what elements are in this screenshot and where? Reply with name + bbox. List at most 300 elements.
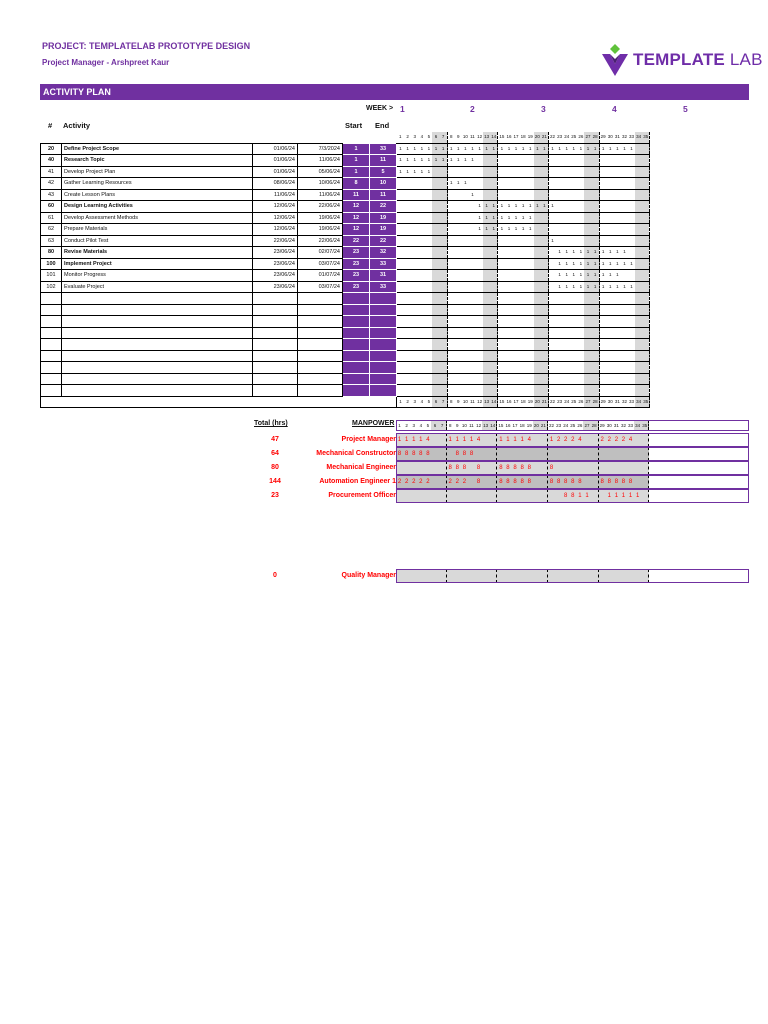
gantt-cell (628, 316, 635, 328)
manpower-hours-cell[interactable] (482, 447, 489, 461)
gantt-cell: 1 (483, 224, 490, 236)
activity-row[interactable] (41, 270, 650, 282)
manpower-hours-cell[interactable] (641, 461, 649, 475)
manpower-hours-cell[interactable] (533, 433, 540, 447)
manpower-hours-cell[interactable]: 8 (410, 447, 417, 461)
gantt-cell (556, 350, 563, 362)
gantt-cell: 1 (447, 143, 455, 155)
manpower-hours-cell[interactable]: 1 (547, 433, 555, 447)
gantt-cell (621, 166, 628, 178)
gantt-cell: 32 (621, 132, 628, 143)
empty-activity-row[interactable] (41, 293, 650, 305)
manpower-hours-cell[interactable] (634, 475, 641, 489)
manpower-hours-cell[interactable]: 2 (461, 475, 468, 489)
manpower-hours-cell[interactable]: 2 (396, 475, 403, 489)
manpower-hours-cell[interactable] (613, 461, 620, 475)
manpower-hours-cell[interactable]: 8 (512, 475, 519, 489)
manpower-hours-cell[interactable] (424, 569, 431, 583)
manpower-hours-cell[interactable] (533, 475, 540, 489)
activity-id: 40 (41, 155, 62, 167)
manpower-row[interactable] (0, 461, 768, 475)
manpower-hours-cell[interactable] (439, 433, 447, 447)
manpower-hours-cell[interactable] (613, 447, 620, 461)
manpower-row[interactable] (0, 475, 768, 489)
manpower-hours-cell[interactable] (620, 569, 627, 583)
manpower-hours-cell[interactable]: 1 (504, 433, 511, 447)
manpower-hours-cell[interactable]: 8 (512, 461, 519, 475)
manpower-hours-cell[interactable] (424, 489, 431, 503)
manpower-hours-cell[interactable] (641, 433, 649, 447)
manpower-hours-cell[interactable] (620, 461, 627, 475)
manpower-hours-cell[interactable] (439, 461, 447, 475)
gantt-cell (440, 247, 448, 259)
manpower-hours-cell[interactable] (641, 475, 649, 489)
manpower-hours-cell[interactable]: 8 (504, 475, 511, 489)
manpower-hours-cell[interactable] (569, 569, 576, 583)
manpower-hours-cell[interactable]: 8 (569, 475, 576, 489)
manpower-hours-cell[interactable] (620, 447, 627, 461)
manpower-hours-cell[interactable] (526, 569, 533, 583)
empty-activity-row[interactable] (41, 327, 650, 339)
manpower-hours-cell[interactable]: 8 (576, 475, 583, 489)
empty-activity-row[interactable] (41, 362, 650, 374)
gantt-cell: 3 (411, 396, 418, 408)
manpower-hours-cell[interactable] (489, 433, 497, 447)
manpower-hours-cell[interactable] (512, 489, 519, 503)
gantt-cell (599, 224, 607, 236)
manpower-hours-cell[interactable]: 8 (627, 475, 634, 489)
manpower-hours-cell[interactable]: 4 (424, 433, 431, 447)
manpower-hours-cell[interactable] (562, 569, 569, 583)
manpower-hours-cell[interactable]: 8 (497, 475, 505, 489)
manpower-hours-cell[interactable]: 8 (497, 461, 505, 475)
manpower-hours-cell[interactable]: 4 (627, 433, 634, 447)
manpower-hours-cell[interactable] (583, 461, 590, 475)
gantt-cell: 1 (455, 155, 462, 167)
manpower-hours-cell[interactable]: 8 (620, 475, 627, 489)
gantt-cell (570, 235, 577, 247)
gantt-cell (599, 385, 607, 397)
column-header-activity: Activity (63, 121, 91, 130)
gantt-cell (447, 201, 455, 213)
manpower-hours-cell[interactable] (540, 447, 548, 461)
manpower-hours-cell[interactable]: 8 (475, 475, 482, 489)
gantt-cell (548, 247, 556, 259)
gantt-cell (483, 362, 490, 374)
manpower-hours-cell[interactable] (439, 569, 447, 583)
gantt-cell (440, 281, 448, 293)
manpower-hours-cell[interactable]: 2 (454, 475, 461, 489)
manpower-hours-cell[interactable]: 2 (410, 475, 417, 489)
manpower-hours-cell[interactable]: 2 (613, 433, 620, 447)
manpower-hours-cell[interactable] (504, 569, 511, 583)
manpower-hours-cell[interactable]: 8 (417, 447, 424, 461)
manpower-hours-cell[interactable] (403, 489, 410, 503)
manpower-hours-cell[interactable]: 8 (446, 461, 454, 475)
empty-activity-row[interactable] (41, 350, 650, 362)
manpower-hours-cell[interactable]: 8 (519, 461, 526, 475)
manpower-row[interactable] (0, 489, 768, 503)
manpower-hours-cell[interactable] (519, 447, 526, 461)
manpower-hours-cell[interactable] (489, 461, 497, 475)
empty-cell (62, 327, 253, 339)
manpower-hours-cell[interactable] (555, 489, 562, 503)
manpower-day-number: 20 (533, 420, 540, 430)
manpower-hours-cell[interactable] (598, 489, 606, 503)
manpower-hours-cell[interactable] (547, 447, 555, 461)
manpower-row[interactable] (0, 433, 768, 447)
gantt-cell (635, 166, 642, 178)
manpower-hours-cell[interactable] (591, 569, 599, 583)
manpower-hours-cell[interactable] (489, 489, 497, 503)
manpower-hours-cell[interactable] (489, 569, 497, 583)
manpower-hours-cell[interactable]: 1 (417, 433, 424, 447)
gantt-cell (447, 304, 455, 316)
manpower-hours-cell[interactable] (533, 489, 540, 503)
manpower-hours-cell[interactable] (446, 569, 454, 583)
manpower-hours-cell[interactable] (431, 569, 438, 583)
manpower-hours-cell[interactable]: 2 (446, 475, 454, 489)
manpower-hours-cell[interactable]: 1 (512, 433, 519, 447)
gantt-cell (607, 362, 614, 374)
gantt-cell (513, 270, 520, 282)
manpower-hours-cell[interactable] (482, 433, 489, 447)
gantt-cell (548, 178, 556, 190)
manpower-hours-cell[interactable] (627, 461, 634, 475)
manpower-hours-cell[interactable] (591, 475, 599, 489)
manpower-hours-cell[interactable] (482, 475, 489, 489)
manpower-hours-cell[interactable] (547, 489, 555, 503)
activity-row[interactable] (41, 189, 650, 201)
gantt-cell (541, 247, 549, 259)
manpower-hours-cell[interactable] (489, 475, 497, 489)
manpower-hours-cell[interactable]: 1 (396, 433, 403, 447)
manpower-hours-cell[interactable]: 1 (468, 433, 475, 447)
week-number-4: 4 (612, 104, 617, 114)
manpower-hours-cell[interactable]: 8 (613, 475, 620, 489)
manpower-hours-cell[interactable] (533, 569, 540, 583)
gantt-cell (418, 258, 425, 270)
manpower-hours-cell[interactable]: 8 (519, 475, 526, 489)
manpower-hours-cell[interactable] (446, 447, 454, 461)
manpower-hours-cell[interactable] (598, 447, 606, 461)
manpower-hours-cell[interactable] (504, 447, 511, 461)
manpower-hours-cell[interactable]: 8 (562, 475, 569, 489)
activity-row[interactable] (41, 178, 650, 190)
manpower-hours-cell[interactable]: 8 (547, 475, 555, 489)
week-number-1: 1 (400, 104, 405, 114)
manpower-day-number: 24 (563, 422, 569, 428)
activity-row[interactable] (41, 201, 650, 213)
manpower-hours-cell[interactable] (634, 461, 641, 475)
manpower-hours-cell[interactable] (526, 489, 533, 503)
manpower-hours-cell[interactable] (468, 475, 475, 489)
manpower-hours-cell[interactable]: 8 (424, 447, 431, 461)
activity-row[interactable] (41, 212, 650, 224)
manpower-hours-cell[interactable]: 2 (606, 433, 613, 447)
manpower-hours-cell[interactable] (417, 569, 424, 583)
manpower-hours-cell[interactable]: 1 (634, 489, 641, 503)
manpower-hours-cell[interactable] (424, 461, 431, 475)
gantt-cell (584, 373, 591, 385)
manpower-hours-cell[interactable] (547, 569, 555, 583)
manpower-hours-cell[interactable]: 2 (417, 475, 424, 489)
manpower-hours-cell[interactable]: 8 (454, 461, 461, 475)
empty-activity-row[interactable] (41, 385, 650, 397)
manpower-hours-cell[interactable] (454, 489, 461, 503)
manpower-hours-cell[interactable] (576, 569, 583, 583)
manpower-hours-cell[interactable]: 8 (475, 461, 482, 475)
gantt-cell (621, 339, 628, 351)
manpower-hours-cell[interactable] (591, 447, 599, 461)
empty-cell (370, 373, 397, 385)
activity-id: 41 (41, 166, 62, 178)
manpower-hours-cell[interactable] (533, 461, 540, 475)
manpower-hours-cell[interactable] (497, 489, 505, 503)
manpower-hours-cell[interactable] (641, 489, 649, 503)
manpower-hours-cell[interactable] (540, 489, 548, 503)
manpower-hours-cell[interactable] (468, 569, 475, 583)
manpower-hours-cell[interactable]: 1 (576, 489, 583, 503)
manpower-hours-cell[interactable] (562, 447, 569, 461)
manpower-hours-cell[interactable]: 2 (555, 433, 562, 447)
manpower-hours-cell[interactable] (417, 489, 424, 503)
manpower-hours-cell[interactable]: 2 (620, 433, 627, 447)
gantt-cell (425, 339, 432, 351)
gantt-cell (541, 362, 549, 374)
manpower-hours-cell[interactable]: 2 (562, 433, 569, 447)
gantt-cell (505, 258, 512, 270)
manpower-hours-cell[interactable] (431, 489, 438, 503)
manpower-hours-cell[interactable]: 8 (403, 447, 410, 461)
manpower-hours-cell[interactable]: 8 (555, 475, 562, 489)
manpower-hours-cell[interactable]: 1 (613, 489, 620, 503)
manpower-hours-cell[interactable] (468, 489, 475, 503)
manpower-row[interactable] (0, 447, 768, 461)
manpower-hours-cell[interactable] (606, 447, 613, 461)
manpower-hours-cell[interactable] (526, 447, 533, 461)
manpower-hours-cell[interactable] (410, 461, 417, 475)
manpower-hours-cell[interactable]: 8 (562, 489, 569, 503)
manpower-hours-cell[interactable] (497, 447, 505, 461)
manpower-hours-cell[interactable] (482, 489, 489, 503)
manpower-hours-cell[interactable] (431, 447, 438, 461)
manpower-hours-cell[interactable]: 1 (519, 433, 526, 447)
manpower-hours-cell[interactable]: 2 (598, 433, 606, 447)
manpower-hours-cell[interactable] (439, 475, 447, 489)
manpower-hours-cell[interactable]: 8 (526, 475, 533, 489)
manpower-hours-cell[interactable]: 1 (620, 489, 627, 503)
gantt-cell (642, 373, 650, 385)
manpower-hours-cell[interactable] (634, 433, 641, 447)
manpower-hours-cell[interactable] (583, 433, 590, 447)
manpower-hours-cell[interactable] (475, 489, 482, 503)
manpower-hours-cell[interactable] (519, 489, 526, 503)
manpower-hours-cell[interactable] (562, 461, 569, 475)
manpower-hours-cell[interactable] (540, 475, 548, 489)
manpower-hours-cell[interactable]: 8 (526, 461, 533, 475)
manpower-hours-cell[interactable] (598, 569, 606, 583)
manpower-hours-cell[interactable] (613, 569, 620, 583)
manpower-hours-cell[interactable]: 1 (403, 433, 410, 447)
manpower-hours-cell[interactable] (396, 489, 403, 503)
manpower-hours-cell[interactable] (439, 447, 447, 461)
gantt-cell (432, 385, 439, 397)
manpower-hours-cell[interactable]: 1 (627, 489, 634, 503)
manpower-hours-cell[interactable] (583, 447, 590, 461)
gantt-cell: 1 (513, 212, 520, 224)
manpower-hours-cell[interactable] (482, 461, 489, 475)
manpower-hours-cell[interactable]: 1 (497, 433, 505, 447)
manpower-hours-cell[interactable] (641, 569, 649, 583)
manpower-hours-cell[interactable] (497, 569, 505, 583)
manpower-hours-cell[interactable] (555, 569, 562, 583)
gantt-cell (599, 189, 607, 201)
manpower-hours-cell[interactable]: 8 (606, 475, 613, 489)
empty-activity-row[interactable] (41, 304, 650, 316)
activity-row[interactable] (41, 224, 650, 236)
manpower-hours-cell[interactable] (634, 447, 641, 461)
manpower-hours-cell[interactable] (555, 447, 562, 461)
manpower-hours-cell[interactable] (540, 433, 548, 447)
manpower-hours-cell[interactable] (475, 447, 482, 461)
manpower-hours-cell[interactable] (569, 447, 576, 461)
gantt-cell (462, 339, 469, 351)
manpower-hours-cell[interactable]: 1 (583, 489, 590, 503)
empty-activity-row[interactable] (41, 339, 650, 351)
empty-activity-row[interactable] (41, 373, 650, 385)
manpower-hours-cell[interactable] (591, 433, 599, 447)
manpower-hours-cell[interactable] (512, 569, 519, 583)
manpower-hours-cell[interactable] (431, 433, 438, 447)
manpower-hours-cell[interactable]: 8 (454, 447, 461, 461)
manpower-hours-cell[interactable] (583, 569, 590, 583)
manpower-hours-cell[interactable]: 8 (569, 489, 576, 503)
gantt-cell (635, 201, 642, 213)
empty-activity-row[interactable] (41, 316, 650, 328)
manpower-hours-cell[interactable] (461, 569, 468, 583)
manpower-hours-cell[interactable] (641, 447, 649, 461)
gantt-cell (490, 178, 498, 190)
manpower-hours-cell[interactable]: 8 (547, 461, 555, 475)
manpower-hours-cell[interactable] (410, 489, 417, 503)
manpower-hours-cell[interactable] (591, 489, 599, 503)
manpower-hours-cell[interactable] (439, 489, 447, 503)
gantt-cell (592, 350, 600, 362)
manpower-hours-cell[interactable] (569, 461, 576, 475)
gantt-cell (483, 281, 490, 293)
activity-row[interactable] (41, 247, 650, 259)
gantt-cell (541, 212, 549, 224)
manpower-hours-cell[interactable] (403, 569, 410, 583)
manpower-hours-cell[interactable] (598, 461, 606, 475)
gantt-cell: 1 (607, 258, 614, 270)
manpower-hours-cell[interactable] (583, 475, 590, 489)
manpower-hours-cell[interactable] (431, 475, 438, 489)
manpower-hours-cell[interactable]: 8 (396, 447, 403, 461)
manpower-hours-cell[interactable] (468, 461, 475, 475)
manpower-hours-cell[interactable] (403, 461, 410, 475)
manpower-hours-cell[interactable]: 4 (475, 433, 482, 447)
end-date: 03/07/24 (298, 258, 343, 270)
gantt-cell (577, 189, 584, 201)
manpower-hours-cell[interactable] (417, 461, 424, 475)
activity-row[interactable] (41, 155, 650, 167)
manpower-hours-cell[interactable] (540, 569, 548, 583)
gantt-cell (527, 247, 534, 259)
activity-name: Evaluate Project (62, 281, 253, 293)
manpower-hours-cell[interactable] (533, 447, 540, 461)
activity-row[interactable] (41, 281, 650, 293)
manpower-hours-cell[interactable] (606, 569, 613, 583)
manpower-hours-cell[interactable] (555, 461, 562, 475)
gantt-cell (447, 385, 455, 397)
manpower-hours-cell[interactable]: 1 (454, 433, 461, 447)
manpower-hours-cell[interactable] (482, 569, 489, 583)
manpower-hours-cell[interactable] (454, 569, 461, 583)
manpower-hours-cell[interactable] (410, 569, 417, 583)
manpower-day-number: 35 (641, 420, 649, 430)
manpower-hours-cell[interactable]: 8 (461, 447, 468, 461)
activity-row[interactable] (41, 235, 650, 247)
gantt-cell (556, 339, 563, 351)
manpower-hours-cell[interactable] (489, 447, 497, 461)
gantt-cell (642, 224, 650, 236)
manpower-hours-cell[interactable]: 8 (468, 447, 475, 461)
manpower-hours-cell[interactable] (519, 569, 526, 583)
manpower-hours-cell[interactable]: 2 (569, 433, 576, 447)
activity-row[interactable] (41, 166, 650, 178)
manpower-hours-cell[interactable] (576, 447, 583, 461)
manpower-hours-cell[interactable]: 1 (446, 433, 454, 447)
manpower-hours-cell[interactable] (396, 461, 403, 475)
manpower-hours-cell[interactable] (627, 569, 634, 583)
manpower-hours-cell[interactable] (576, 461, 583, 475)
empty-cell (41, 339, 62, 351)
manpower-hours-cell[interactable] (504, 489, 511, 503)
start-day: 23 (343, 258, 370, 270)
manpower-hours-cell[interactable] (475, 569, 482, 583)
manpower-hours-cell[interactable]: 1 (410, 433, 417, 447)
manpower-hours-cell[interactable] (512, 447, 519, 461)
activity-row[interactable] (41, 258, 650, 270)
activity-row[interactable] (41, 143, 650, 155)
gantt-cell (432, 339, 439, 351)
manpower-hours-cell[interactable] (431, 461, 438, 475)
manpower-hours-cell[interactable]: 2 (424, 475, 431, 489)
gantt-cell (498, 385, 506, 397)
gantt-cell: 1 (592, 247, 600, 259)
manpower-hours-cell[interactable]: 8 (504, 461, 511, 475)
manpower-hours-cell[interactable]: 8 (461, 461, 468, 475)
manpower-hours-cell[interactable] (396, 569, 403, 583)
manpower-hours-cell[interactable] (446, 489, 454, 503)
manpower-row[interactable] (0, 569, 768, 583)
manpower-hours-cell[interactable]: 1 (606, 489, 613, 503)
manpower-hours-cell[interactable] (627, 447, 634, 461)
manpower-hours-cell[interactable] (540, 461, 548, 475)
manpower-hours-cell[interactable]: 1 (461, 433, 468, 447)
manpower-hours-cell[interactable] (591, 461, 599, 475)
manpower-hours-cell[interactable]: 4 (526, 433, 533, 447)
manpower-hours-cell[interactable]: 4 (576, 433, 583, 447)
gantt-cell (548, 293, 556, 305)
manpower-hours-cell[interactable]: 2 (403, 475, 410, 489)
manpower-hours-cell[interactable]: 8 (598, 475, 606, 489)
manpower-hours-cell[interactable] (461, 489, 468, 503)
manpower-hours-cell[interactable] (606, 461, 613, 475)
manpower-hours-cell[interactable] (634, 569, 641, 583)
